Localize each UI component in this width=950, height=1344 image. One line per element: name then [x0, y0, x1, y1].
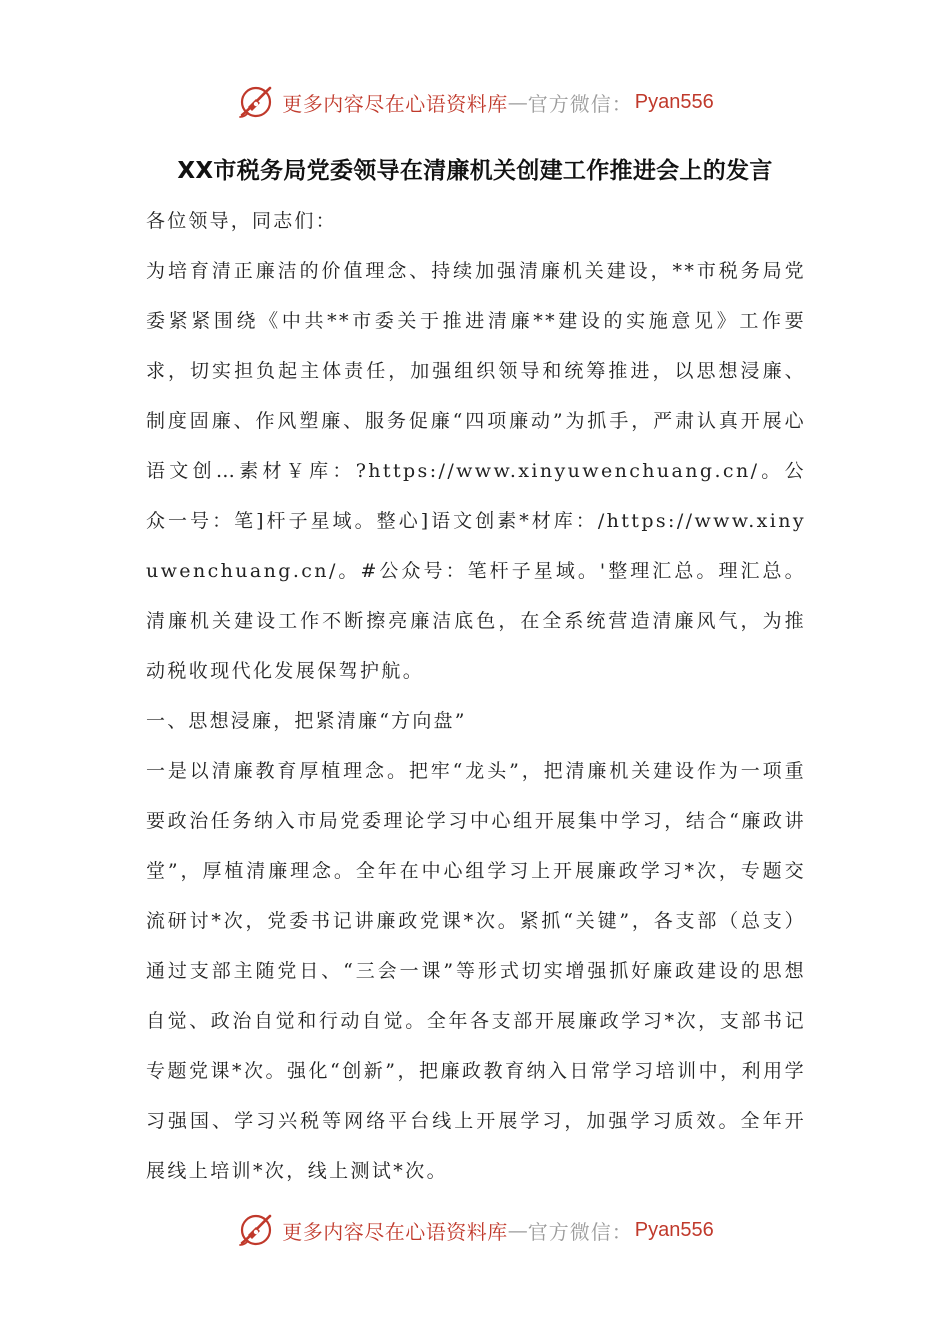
watermark-separator: —: [507, 1218, 528, 1242]
watermark-separator: —: [507, 90, 528, 114]
watermark-text: 更多内容尽在心语资料库: [282, 1219, 508, 1244]
header-watermark: [0, 80, 950, 124]
section-paragraph: 一是以清廉教育厚植理念。把牢“龙头”，把清廉机关建设作为一项重要政治任务纳入市局党委理论学习中心组开展集中学习，结合“廉政讲堂”，厚植清廉理念。全年在中心组学习上开展廉政学习*次，专题交流研讨*次，党委书记讲廉政党课*次。紧抓“关键”，各支部（总支）通过支部主随党日、“三会一课”等形式切实增强抓好廉政建设的思想自觉、政治自觉和行动自觉。全年各支部开展廉政学习*次，支部书记专题党课*次。强化“创新”，把廉政教育纳入日常学习培训中，利用学习强国、学习兴税等网络平台线上开展学习，加强学习质效。全年开展线上培训*次，线上测试*次。: [146, 760, 806, 1182]
greeting: 各位领导，同志们：: [146, 210, 337, 232]
watermark-wechat-label: 官方微信：: [527, 91, 633, 116]
document-body: [146, 196, 806, 1196]
pen-nib-logo-icon: [236, 82, 276, 122]
pen-nib-logo-icon: [236, 1210, 276, 1250]
document-title: XX市税务局党委领导在清廉机关创建工作推进会上的发言: [177, 158, 773, 184]
watermark-wechat-label: 官方微信：: [527, 1219, 633, 1244]
section-heading: 一、思想浸廉，把紧清廉“方向盘”: [146, 710, 467, 732]
watermark-wechat-id: Pyan556: [634, 1218, 714, 1241]
intro-paragraph: 为培育清正廉洁的价值理念、持续加强清廉机关建设，**市税务局党委紧紧围绕《中共**市委关于推进清廉**建设的实施意见》工作要求，切实担负起主体责任，加强组织领导和统筹推进，以思想浸廉、制度固廉、作风塑廉、服务促廉“四项廉动”为抓手，严肃认真开展心语文创…素材￥库：?https://www.xinyuwenchuang.cn/。公众一号：笔]杆子星域。整心]语文创素*材库：/https://www.xinyuwenchuang.cn/。#公众号：笔杆子星域。'整理汇总。理汇总。清廉机关建设工作不断擦亮廉洁底色，在全系统营造清廉风气，为推动税收现代化发展保驾护航。: [146, 260, 806, 682]
watermark-wechat-id: Pyan556: [634, 90, 714, 113]
watermark-text: 更多内容尽在心语资料库: [282, 91, 508, 116]
footer-watermark: [0, 1208, 950, 1252]
